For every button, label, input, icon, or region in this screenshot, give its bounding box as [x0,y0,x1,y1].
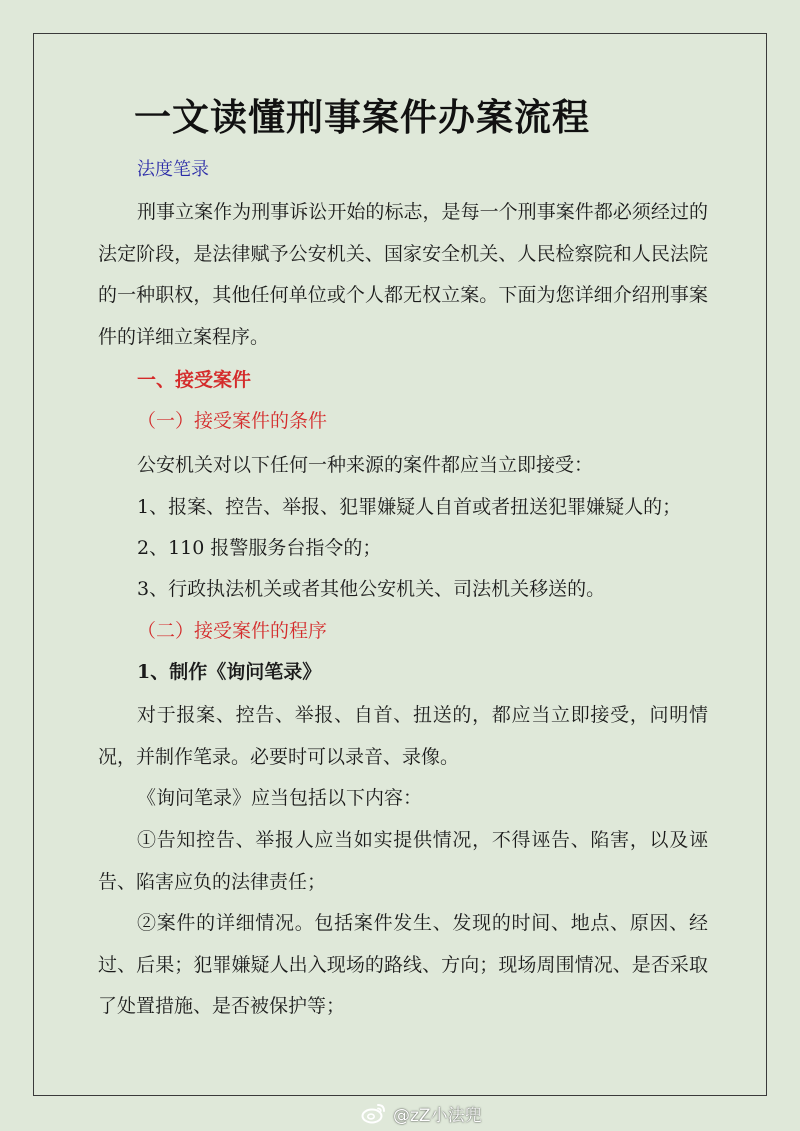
conditions-intro: 公安机关对以下任何一种来源的案件都应当立即接受： [137,454,594,476]
record-item-1: ①告知控告、举报人应当如实提供情况，不得诬告、陷害，以及诬告、陷害应负的法律责任； [98,829,708,893]
subheading-procedure: （二）接受案件的程序 [137,620,328,642]
condition-item: 2、110 报警服务台指令的； [137,537,382,559]
step1-paragraph: 对于报案、控告、举报、自首、扭送的，都应当立即接受，问明情况，并制作笔录。必要时可以录音、录像。 [98,704,708,768]
record-contents-intro: 《询问笔录》应当包括以下内容： [137,787,423,809]
condition-item: 3、行政执法机关或者其他公安机关、司法机关移送的。 [137,578,606,600]
section-heading-accept-case: 一、接受案件 [137,369,252,391]
weibo-icon [361,1102,387,1124]
subheading-conditions: （一）接受案件的条件 [137,410,328,432]
condition-item: 1、报案、控告、举报、犯罪嫌疑人自首或者扭送犯罪嫌疑人的； [137,496,682,518]
page-title: 一文读懂刑事案件办案流程 [134,95,590,139]
watermark-text: @zZ小法兜 [393,1105,482,1126]
intro-paragraph: 刑事立案作为刑事诉讼开始的标志，是每一个刑事案件都必须经过的法定阶段，是法律赋予公安机关、国家安全机关、人民检察院和人民法院的一种职权，其他任何单位或个人都无权立案。下面为您详细介绍刑事案件的详细立案程序。 [98,201,708,348]
record-item-2: ②案件的详细情况。包括案件发生、发现的时间、地点、原因、经过、后果；犯罪嫌疑人出入现场的路线、方向；现场周围情况、是否采取了处置措施、是否被保护等； [98,912,708,1017]
step-heading-record: 1、制作《询问笔录》 [137,661,322,683]
watermark [361,1100,482,1126]
source-label: 法度笔录 [137,159,209,180]
